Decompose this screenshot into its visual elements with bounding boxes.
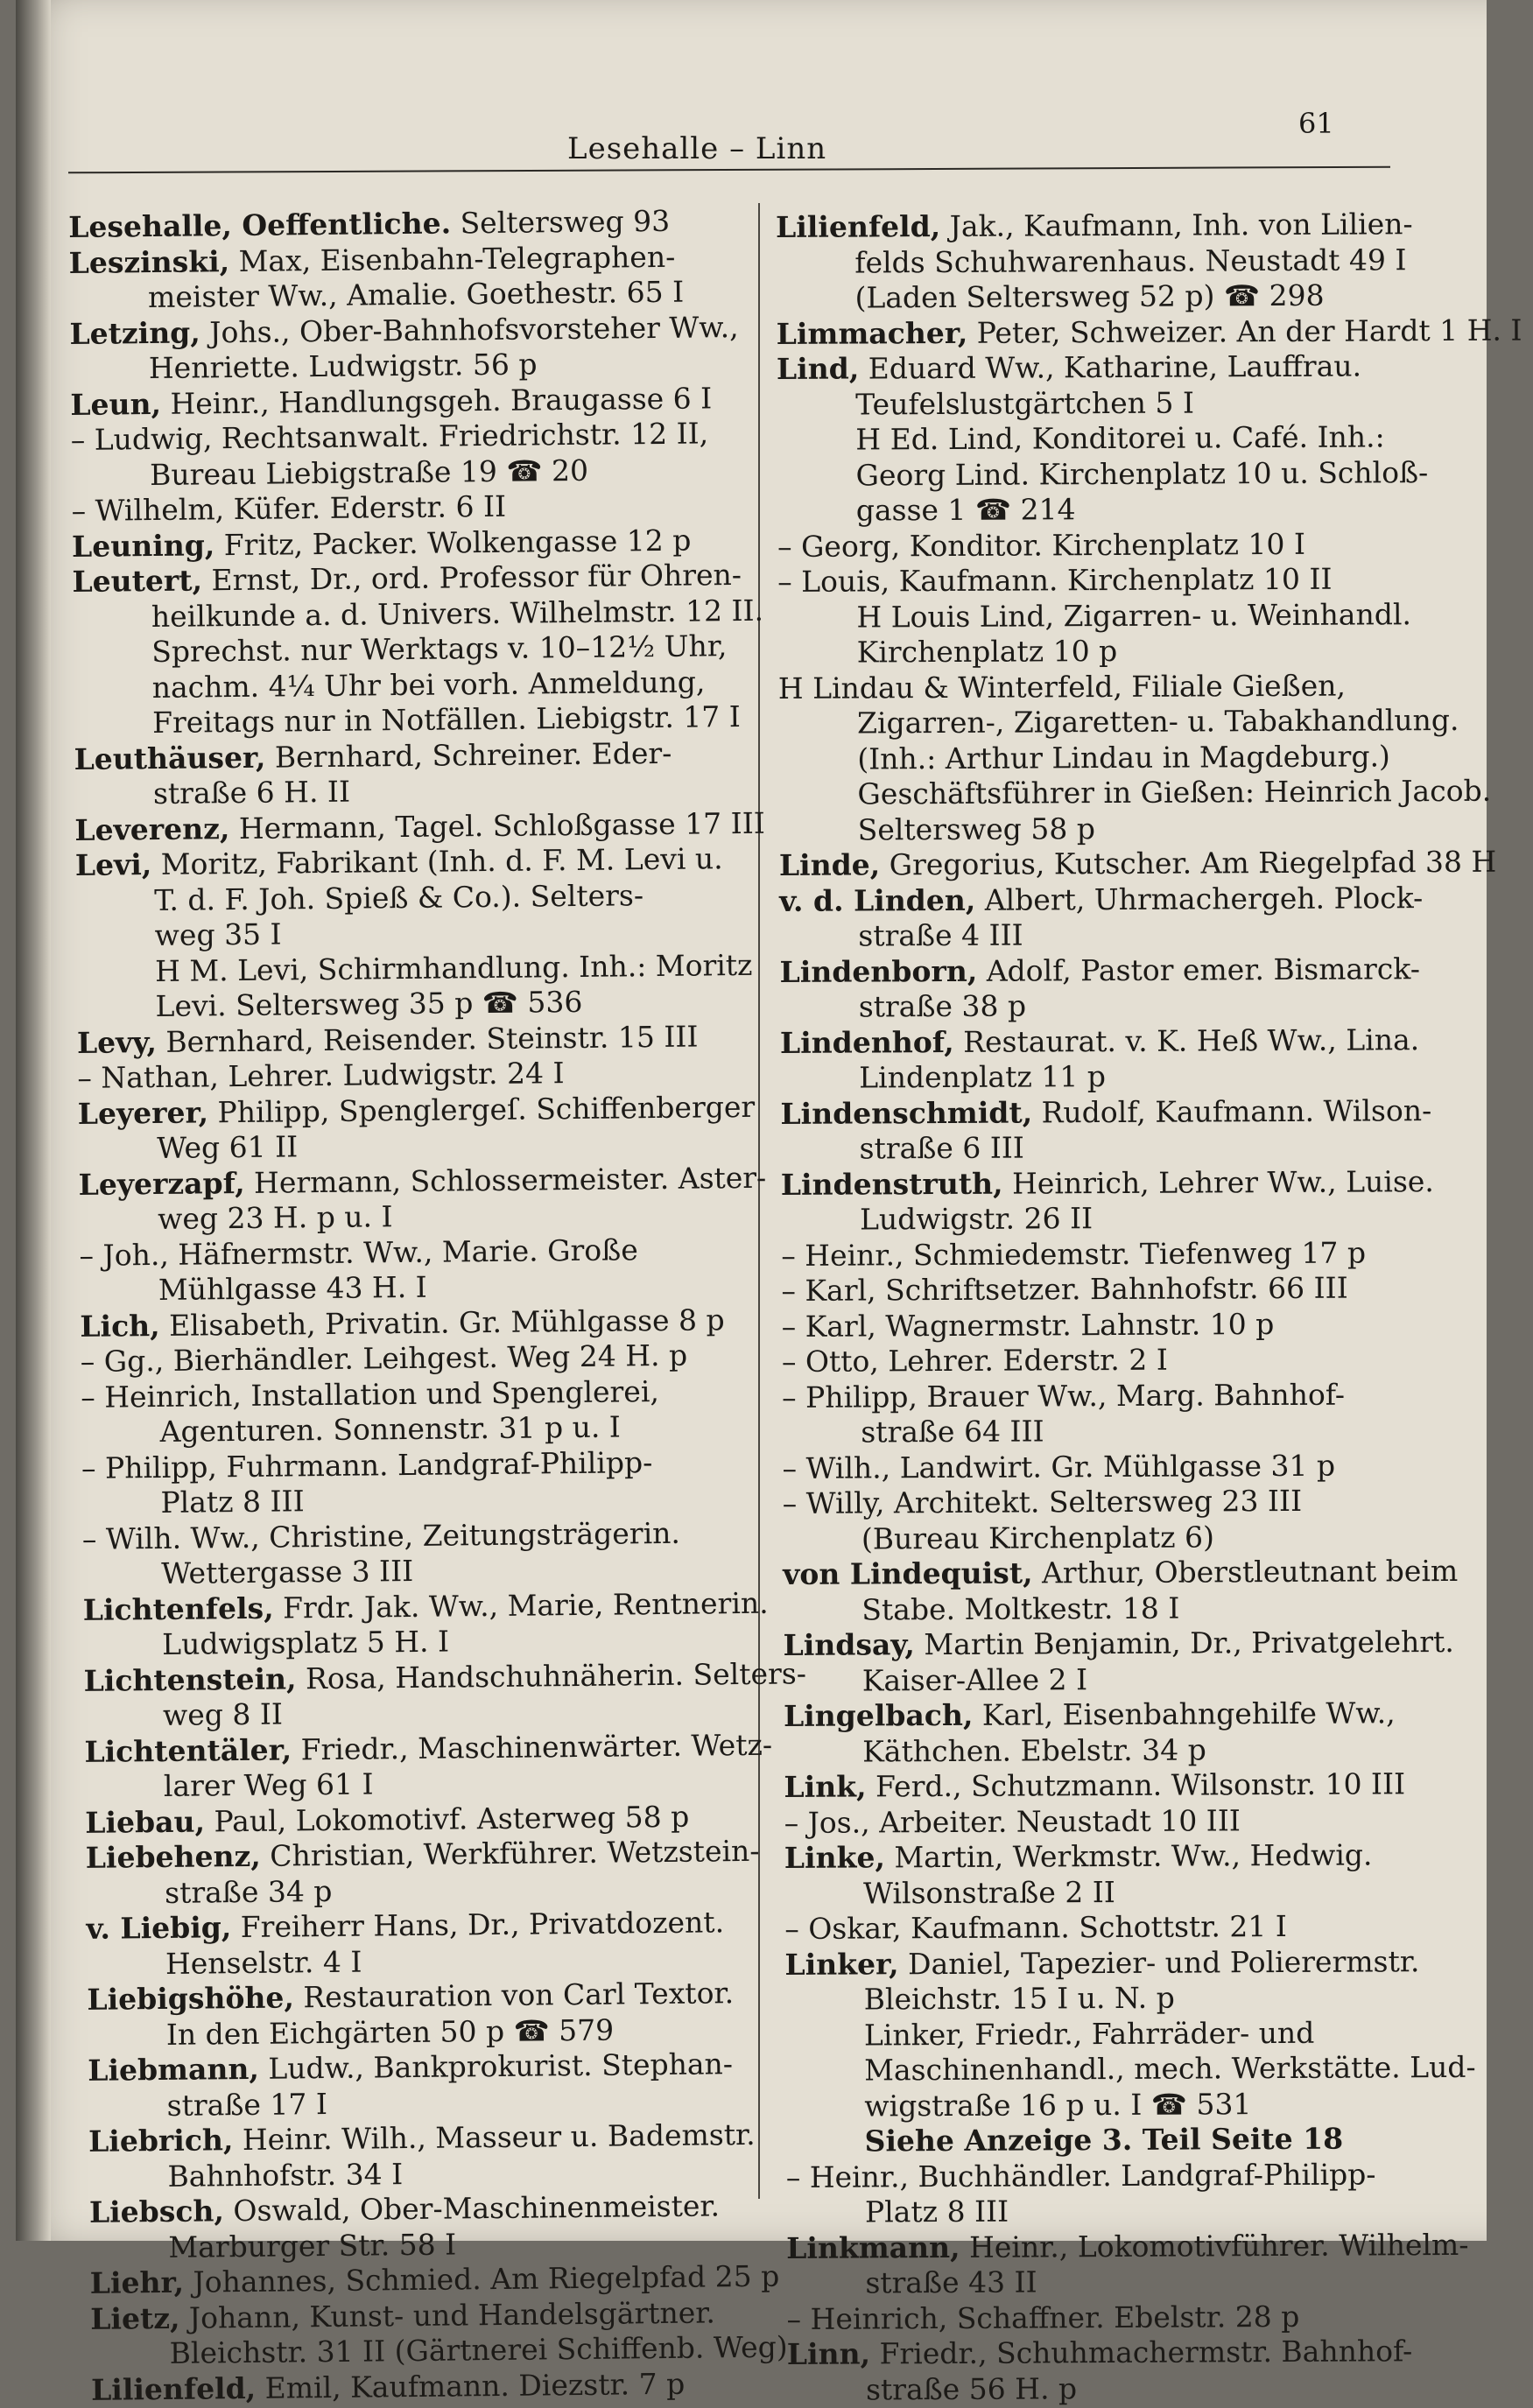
- entry-text: – Heinrich, Schaffner. Ebelstr. 28 p: [786, 2299, 1300, 2336]
- entry-text: (Bureau Kirchenplatz 6): [861, 1519, 1215, 1556]
- entry-name: Leverenz,: [74, 811, 230, 847]
- entry-text: Bernhard, Schreiner. Eder-: [265, 735, 672, 775]
- entry-name: Liebehenz,: [85, 1838, 261, 1875]
- entry-line: [779, 810, 1427, 848]
- entry-text: Marburger Str. 58 I: [168, 2226, 457, 2264]
- entry-name: Lindenstruth,: [780, 1166, 1003, 1202]
- entry-text: (Laden Seltersweg 52 p) ☎ 298: [854, 277, 1325, 315]
- directory-entry: [87, 1976, 761, 2018]
- entry-name: Liebmann,: [88, 2051, 260, 2088]
- page-number: 61: [1298, 107, 1334, 140]
- entry-name: Lichtentäler,: [84, 1731, 292, 1769]
- entry-line: [786, 2192, 1434, 2230]
- entry-name: Linke,: [784, 1840, 886, 1875]
- entry-text: Zigarren-, Zigaretten- u. Tabakhandlung.: [856, 702, 1459, 741]
- directory-entry: [784, 1695, 1431, 1734]
- entry-text: T. d. F. Joh. Spieß & Co.). Selters-: [154, 877, 644, 917]
- directory-entry: [779, 881, 1427, 919]
- entry-line: [785, 2049, 1476, 2089]
- entry-name: Lilienfeld,: [90, 2370, 257, 2407]
- entry-text: Philipp, Spenglergeſ. Schiffenberger: [207, 1089, 756, 1129]
- entry-text: heilkunde a. d. Univers. Wilhelmstr. 12 II.: [151, 593, 764, 634]
- entry-text: gasse 1 ☎ 214: [855, 492, 1076, 528]
- entry-text: Fritz, Packer. Wolkengasse 12 p: [214, 523, 692, 562]
- directory-entry: [780, 1092, 1432, 1132]
- entry-name: Lesehalle, Oeffentliche.: [68, 206, 452, 244]
- directory-entry: [86, 1905, 760, 1948]
- entry-text: – Nathan, Lehrer. Ludwigstr. 24 I: [77, 1056, 565, 1095]
- entry-name: Letzing,: [69, 314, 200, 351]
- entry-text: Paul, Lokomotivf. Asterweg 58 p: [204, 1799, 690, 1838]
- entry-text: – Oskar, Kaufmann. Schottstr. 21 I: [784, 1908, 1287, 1946]
- entry-text: Freitags nur in Notfällen. Liebigstr. 17 I: [151, 699, 742, 741]
- entry-text: straße 64 III: [861, 1414, 1044, 1450]
- entry-name: Lich,: [80, 1308, 160, 1344]
- entry-text: Daniel, Tapezier- und Polierermstr.: [898, 1943, 1420, 1981]
- directory-entry: [91, 2365, 765, 2408]
- entry-line: [782, 1341, 1430, 1380]
- entry-text: Bleichstr. 31 II (Gärtnerei Schiffenb. Weg): [169, 2329, 788, 2370]
- entry-name: Lietz,: [90, 2300, 180, 2336]
- entry-name: Liebigshöhe,: [87, 1980, 295, 2017]
- entry-text: Heinr., Handlungsgeh. Braugasse 6 I: [160, 380, 713, 421]
- entry-line: [778, 632, 1426, 670]
- entry-text: – Joh., Häfnermstr. Ww., Marie. Große: [79, 1232, 638, 1273]
- directory-entry: [777, 348, 1424, 387]
- entry-line: [778, 739, 1426, 777]
- entry-text: Kaiser-Allee 2 I: [861, 1661, 1088, 1698]
- right-column: [776, 207, 1522, 2408]
- entry-line: [787, 2369, 1435, 2408]
- entry-text: – Karl, Schriftsetzer. Bahnhofstr. 66 III: [781, 1270, 1348, 1308]
- entry-text: Max, Eisenbahn-Telegraphen-: [229, 239, 676, 278]
- entry-text: Albert, Uhrmachergeh. Plock-: [975, 880, 1424, 917]
- entry-name: Lichtenfels,: [82, 1590, 274, 1627]
- entry-text: Johannes, Schmied. Am Riegelpfad 25 p: [183, 2258, 780, 2299]
- entry-text: – Wilh., Landwirt. Gr. Mühlgasse 31 p: [782, 1448, 1336, 1485]
- entry-text: Johs., Ober-Bahnhofsvorsteher Ww.,: [200, 309, 739, 349]
- entry-name: v. Liebig,: [86, 1910, 232, 1946]
- entry-line: [777, 526, 1425, 565]
- entry-name: Leyerer,: [77, 1094, 209, 1131]
- entry-text: straße 56 H. p: [865, 2370, 1078, 2406]
- directory-entry: [783, 1553, 1459, 1592]
- entry-line: [778, 702, 1459, 741]
- directory-entry: [78, 1160, 767, 1203]
- entry-text: Henselstr. 4 I: [165, 1944, 362, 1981]
- entry-line: [782, 1377, 1430, 1415]
- entry-name: Liebsch,: [88, 2194, 225, 2229]
- entry-text: straße 38 p: [858, 988, 1027, 1024]
- entry-text: Heinrich, Lehrer Ww., Luise.: [1002, 1163, 1434, 1201]
- entry-text: Platz 8 III: [864, 2194, 1009, 2229]
- directory-entry: [784, 1837, 1432, 1876]
- entry-text: Wilsonstraße 2 II: [862, 1874, 1115, 1911]
- entry-line: [71, 416, 745, 459]
- entry-line: [782, 1448, 1430, 1486]
- entry-name: Leuthäuser,: [74, 740, 266, 776]
- entry-line: [777, 454, 1429, 494]
- entry-text: In den Eichgärten 50 p ☎ 579: [165, 2012, 615, 2052]
- entry-line: [787, 2299, 1435, 2337]
- directory-entry: [89, 2188, 763, 2231]
- directory-entry: [784, 1944, 1432, 1983]
- running-head: Lesehalle – Linn: [567, 131, 827, 166]
- entry-line: [777, 597, 1425, 635]
- entry-line: [782, 1306, 1430, 1344]
- entry-line: [784, 1873, 1432, 1912]
- entry-line: [783, 1519, 1431, 1557]
- directory-entry: [84, 1727, 773, 1770]
- entry-text: Friedr., Maschinenwärter. Wetz-: [291, 1727, 773, 1766]
- entry-text: straße 17 I: [166, 2086, 328, 2123]
- entry-name: Levy,: [76, 1024, 158, 1060]
- entry-line: [778, 773, 1492, 812]
- entry-text: Stabe. Moltkestr. 18 I: [861, 1590, 1180, 1627]
- entry-line: [76, 947, 753, 990]
- entry-text: straße 6 III: [859, 1130, 1025, 1166]
- entry-text: Weg 61 II: [157, 1129, 299, 1165]
- entry-text: H Lindau & Winterfeld, Filiale Gießen,: [777, 668, 1347, 706]
- entry-text: Frdr. Jak. Ww., Marie, Rentnerin.: [273, 1585, 769, 1625]
- book-gutter: [16, 0, 51, 2241]
- directory-entry: [786, 2227, 1469, 2266]
- entry-text: Rudolf, Kaufmann. Wilson-: [1032, 1092, 1432, 1129]
- directory-entry: [780, 1163, 1434, 1203]
- entry-line: [82, 1514, 756, 1557]
- entry-line: [784, 1908, 1432, 1947]
- entry-name: Levi,: [74, 847, 152, 882]
- entry-text: straße 4 III: [858, 917, 1023, 953]
- entry-text: Freiherr Hans, Dr., Privatdozent.: [231, 1905, 725, 1945]
- entry-line: [783, 1590, 1431, 1628]
- entry-line: [784, 1802, 1432, 1841]
- directory-entry: [88, 2046, 762, 2089]
- entry-text: Karl, Eisenbahngehilfe Ww.,: [973, 1695, 1396, 1732]
- entry-line: [777, 419, 1424, 458]
- entry-name: Leuning,: [71, 527, 215, 564]
- entry-name: Lilienfeld,: [776, 209, 941, 244]
- entry-text: straße 43 II: [865, 2264, 1037, 2300]
- entry-text: Moritz, Fabrikant (Inh. d. F. M. Levi u.: [151, 841, 723, 882]
- entry-text: Lindenplatz 11 p: [859, 1059, 1107, 1095]
- entry-text: Hermann, Tagel. Schloßgasse 17 III: [229, 805, 765, 846]
- entry-text: Geschäftsführer in Gießen: Heinrich Jacob.: [857, 773, 1492, 811]
- entry-text: Peter, Schweizer. An der Hardt 1 H. I: [967, 312, 1522, 350]
- directory-entry: [77, 1089, 756, 1132]
- entry-text: Heinr., Lokomotivführer. Wilhelm-: [960, 2227, 1469, 2264]
- entry-name: Lindenhof,: [779, 1024, 954, 1060]
- entry-text: Siehe Anzeige 3. Teil Seite 18: [864, 2121, 1344, 2159]
- entry-text: Teufelslustgärtchen 5 I: [855, 385, 1195, 422]
- entry-text: – Philipp, Brauer Ww., Marg. Bahnhof-: [781, 1377, 1346, 1415]
- entry-text: – Jos., Arbeiter. Neustadt 10 III: [784, 1802, 1241, 1840]
- entry-text: Ferd., Schutzmann. Wilsonstr. 10 III: [866, 1766, 1406, 1804]
- entry-text: H Ed. Lind, Konditorei u. Café. Inh.:: [855, 419, 1385, 457]
- entry-text: Rosa, Handschuhnäherin. Selters-: [296, 1655, 807, 1695]
- entry-line: [781, 1235, 1429, 1274]
- entry-text: weg 35 I: [154, 916, 282, 953]
- entry-text: – Georg, Konditor. Kirchenplatz 10 I: [777, 526, 1306, 564]
- entry-text: Johann, Kunst- und Handelsgärtner.: [179, 2294, 716, 2335]
- entry-text: weg 23 H. p u. I: [157, 1199, 393, 1236]
- entry-text: Adolf, Pastor emer. Bismarck-: [977, 951, 1421, 988]
- directory-entry: [69, 309, 743, 352]
- entry-text: Wettergasse 3 III: [161, 1553, 414, 1590]
- entry-text: wigstraße 16 p u. I ☎ 531: [864, 2086, 1252, 2123]
- directory-entry: [74, 734, 748, 777]
- directory-entry: [75, 841, 749, 884]
- entry-text: H Louis Lind, Zigarren- u. Weinhandl.: [856, 596, 1412, 635]
- entry-name: Lindenborn,: [779, 953, 978, 989]
- entry-name: Liebrich,: [88, 2123, 234, 2159]
- entry-text: Bureau Liebigstraße 19 ☎ 20: [149, 453, 589, 492]
- entry-text: straße 6 H. II: [152, 774, 351, 811]
- entry-text: Martin, Werkmstr. Ww., Hedwig.: [884, 1837, 1373, 1875]
- entry-line: [785, 1979, 1433, 2018]
- header-rule: [68, 166, 1390, 174]
- directory-entry: [82, 1585, 769, 1628]
- entry-text: – Heinr., Buchhändler. Landgraf-Philipp-: [785, 2156, 1376, 2194]
- entry-text: Heinr. Wilh., Masseur u. Bademstr.: [233, 2117, 756, 2158]
- entry-name: Linker,: [784, 1946, 899, 1982]
- entry-text: Bahnhofstr. 34 I: [167, 2156, 404, 2194]
- entry-name: Linde,: [778, 847, 881, 882]
- entry-text: Seltersweg 58 p: [857, 811, 1095, 847]
- entry-name: v. d. Linden,: [779, 882, 976, 918]
- entry-text: weg 8 II: [162, 1696, 284, 1732]
- entry-text: Eduard Ww., Katharine, Lauffrau.: [859, 348, 1362, 386]
- entry-text: – Gg., Bierhändler. Leihgest. Weg 24 H. p: [80, 1337, 688, 1379]
- entry-text: nachm. 4¼ Uhr bei vorh. Anmeldung,: [151, 663, 706, 705]
- entry-name: Linn,: [786, 2336, 871, 2371]
- entry-line: [777, 561, 1425, 600]
- entry-line: [777, 384, 1424, 423]
- directory-entry: [776, 207, 1424, 245]
- entry-text: larer Weg 61 I: [163, 1766, 374, 1803]
- left-column: [68, 203, 807, 2408]
- entry-line: [782, 1412, 1430, 1450]
- entry-text: Henriette. Ludwigstr. 56 p: [148, 347, 538, 386]
- entry-name: Link,: [784, 1769, 867, 1804]
- entry-text: Käthchen. Ebelstr. 34 p: [862, 1731, 1206, 1769]
- directory-entry: [86, 1834, 760, 1877]
- entry-name: Liehr,: [89, 2264, 185, 2300]
- entry-text: Christian, Werkführer. Wetzstein-: [260, 1833, 760, 1873]
- entry-text: Friedr., Schuhmachermstr. Bahnhof-: [869, 2334, 1413, 2371]
- entry-text: H M. Levi, Schirmhandlung. Inh.: Moritz: [154, 947, 753, 988]
- entry-text: – Karl, Wagnermstr. Lahnstr. 10 p: [781, 1306, 1275, 1344]
- entry-text: – Heinrich, Installation und Spenglerei,: [80, 1373, 660, 1415]
- entry-line: [786, 2157, 1434, 2195]
- entry-line: [785, 2015, 1433, 2053]
- entry-text: (Inh.: Arthur Lindau in Magdeburg.): [857, 738, 1390, 776]
- directory-entry: [787, 2334, 1435, 2372]
- entry-name: Limmacher,: [776, 315, 968, 351]
- entry-text: straße 34 p: [164, 1873, 333, 1910]
- entry-name: Leun,: [70, 386, 162, 422]
- entry-line: [776, 277, 1424, 316]
- entry-name: Lingelbach,: [783, 1697, 974, 1733]
- entry-text: Gregorius, Kutscher. Am Riegelpfad 38 H: [880, 844, 1497, 882]
- directory-entry: [779, 951, 1427, 990]
- entry-name: Lindsay,: [783, 1627, 915, 1662]
- entry-text: Platz 8 III: [160, 1484, 305, 1520]
- entry-name: Leyerzapf,: [78, 1165, 245, 1202]
- entry-text: Restaurat. v. K. Heß Ww., Lina.: [953, 1021, 1420, 1059]
- entry-text: Kirchenplatz 10 p: [856, 633, 1118, 670]
- entry-line: [785, 2086, 1433, 2124]
- entry-text: Bleichstr. 15 I u. N. p: [863, 1980, 1175, 2017]
- entry-text: meister Ww., Amalie. Goethestr. 65 I: [147, 274, 685, 315]
- entry-text: Ludw., Bankprokurist. Stephan-: [258, 2046, 734, 2086]
- directory-entry: [784, 1766, 1431, 1805]
- entry-line: [781, 1270, 1429, 1309]
- entry-text: – Ludwig, Rechtsanwalt. Friedrichstr. 12 II,: [70, 416, 709, 457]
- directory-page: [16, 0, 1522, 2407]
- entry-line: [777, 490, 1425, 529]
- entry-line: [785, 2121, 1433, 2159]
- entry-text: Hermann, Schlossermeister. Aster-: [244, 1160, 767, 1200]
- entry-text: Maschinenhandl., mech. Werkstätte. Lud-: [864, 2049, 1476, 2088]
- directory-entry: [88, 2117, 763, 2160]
- entry-text: Georg Lind. Kirchenplatz 10 u. Schloß-: [855, 454, 1429, 493]
- entry-text: Mühlgasse 43 H. I: [158, 1269, 427, 1307]
- entry-line: [783, 1483, 1431, 1521]
- entry-text: Arthur, Oberstleutnant beim: [1032, 1553, 1459, 1590]
- entry-text: Oswald, Ober-Maschinenmeister.: [223, 2188, 721, 2229]
- entry-name: Liebau,: [85, 1803, 206, 1840]
- entry-text: Linker, Friedr., Fahrräder- und: [863, 2015, 1315, 2052]
- entry-text: Jak., Kaufmann, Inh. von Lilien-: [940, 207, 1413, 244]
- directory-entry: [776, 312, 1522, 352]
- entry-text: Bernhard, Reisender. Steinstr. 15 III: [156, 1019, 699, 1059]
- entry-text: – Otto, Lehrer. Ederstr. 2 I: [781, 1342, 1168, 1379]
- entry-name: Lichtenstein,: [83, 1660, 297, 1698]
- entry-name: von Lindequist,: [783, 1555, 1033, 1591]
- entry-name: Leszinski,: [68, 243, 230, 280]
- entry-text: Sprechst. nur Werktags v. 10–12½ Uhr,: [151, 628, 728, 670]
- entry-text: Emil, Kaufmann. Diezstr. 7 p: [255, 2366, 686, 2405]
- entry-name: Lindenschmidt,: [780, 1094, 1033, 1131]
- entry-text: Agenturen. Sonnenstr. 31 p u. I: [159, 1409, 622, 1449]
- entry-line: [781, 1199, 1429, 1238]
- entry-text: – Philipp, Fuhrmann. Landgraf-Philipp-: [81, 1444, 653, 1485]
- entry-line: [784, 1731, 1431, 1770]
- entry-text: Restauration von Carl Textor.: [293, 1976, 735, 2015]
- entry-text: – Wilh. Ww., Christine, Zeitungsträgerin.: [81, 1515, 681, 1556]
- entry-text: – Willy, Architekt. Seltersweg 23 III: [782, 1483, 1303, 1520]
- entry-text: Ludwigsplatz 5 H. I: [161, 1624, 450, 1661]
- entry-line: [780, 986, 1428, 1025]
- entry-text: Seltersweg 93: [450, 203, 671, 241]
- entry-line: [781, 1128, 1429, 1167]
- directory-entry: [83, 1655, 807, 1699]
- entry-text: Elisabeth, Privatin. Gr. Mühlgasse 8 p: [159, 1302, 725, 1343]
- entry-text: Levi. Seltersweg 35 p ☎ 536: [155, 984, 583, 1024]
- entry-line: [776, 242, 1424, 281]
- entry-line: [778, 668, 1426, 706]
- entry-text: – Wilhelm, Küfer. Ederstr. 6 II: [71, 488, 507, 528]
- entry-text: – Heinr., Schmiedemstr. Tiefenweg 17 p: [781, 1234, 1367, 1273]
- entry-name: Leutert,: [72, 563, 203, 599]
- entry-text: – Louis, Kaufmann. Kirchenplatz 10 II: [777, 561, 1333, 599]
- directory-entry: [778, 844, 1497, 883]
- directory-entry: [780, 1022, 1428, 1061]
- entry-line: [780, 1057, 1428, 1096]
- entry-text: felds Schuhwarenhaus. Neustadt 49 I: [854, 242, 1407, 280]
- entry-line: [786, 2263, 1434, 2301]
- entry-line: [81, 1372, 755, 1415]
- entry-name: Lind,: [776, 351, 860, 386]
- entry-text: Ernst, Dr., ord. Professor für Ohren-: [201, 557, 742, 598]
- directory-entry: [783, 1624, 1454, 1663]
- entry-line: [779, 916, 1427, 954]
- directory-entry: [77, 1018, 751, 1061]
- entry-name: Linkmann,: [786, 2229, 960, 2265]
- entry-line: [784, 1660, 1431, 1699]
- entry-text: Martin Benjamin, Dr., Privatgelehrt.: [914, 1624, 1454, 1662]
- entry-text: Ludwigstr. 26 II: [859, 1201, 1093, 1237]
